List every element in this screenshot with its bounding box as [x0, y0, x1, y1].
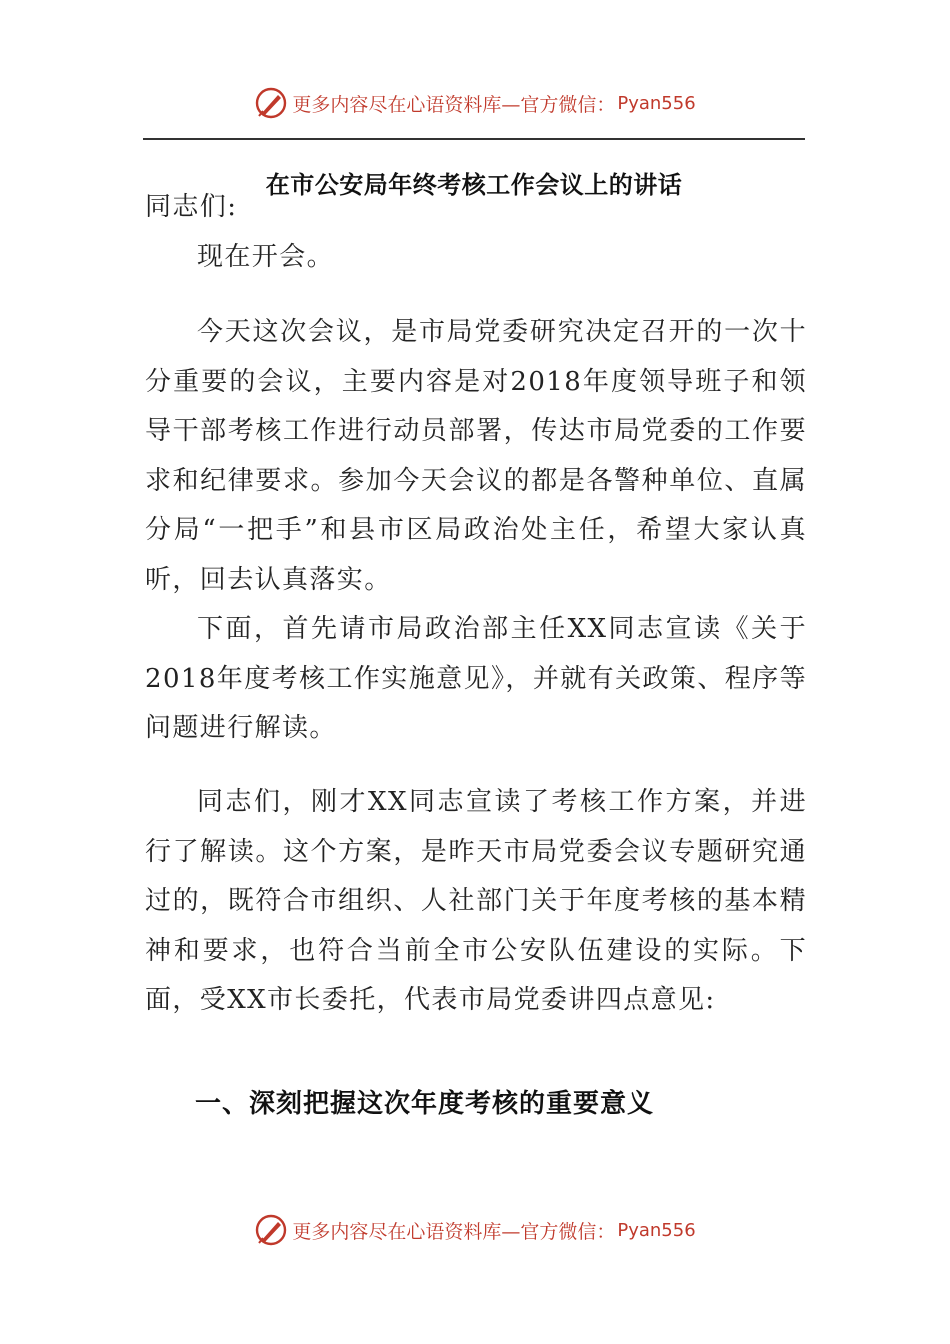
- document-title: 在市公安局年终考核工作会议上的讲话: [265, 171, 683, 199]
- section-heading: 一、深刻把握这次年度考核的重要意义: [195, 1089, 655, 1119]
- body-paragraph: 今天这次会议，是市局党委研究决定召开的一次十分重要的会议，主要内容是对2018年度领导班子和领导干部考核工作进行动员部署，传达市局党委的工作要求和纪律要求。参加今天会议的都是各警种单位、直属分局“一把手”和县市区局政治处主任，希望大家认真听，回去认真落实。: [145, 317, 807, 595]
- header-rule: [143, 138, 805, 140]
- body-paragraph: 同志们，刚才XX同志宣读了考核工作方案，并进行了解读。这个方案，是昨天市局党委会议专题研究通过的，既符合市组织、人社部门关于年度考核的基本精神和要求，也符合当前全市公安队伍建设的实际。下面，受XX市长委托，代表市局党委讲四点意见:: [145, 787, 807, 1016]
- watermark-text: 更多内容尽在心语资料库—官方微信：: [292, 93, 616, 116]
- body-paragraph: 下面，首先请市局政治部主任XX同志宣读《关于2018年度考核工作实施意见》，并就有关政策、程序等问题进行解读。: [145, 614, 807, 744]
- header-watermark: [0, 83, 950, 123]
- pen-logo-icon: [254, 86, 288, 120]
- wechat-id: Pyan556: [617, 1219, 696, 1241]
- salutation: 同志们:: [145, 192, 238, 222]
- watermark-text: 更多内容尽在心语资料库—官方微信：: [292, 1220, 616, 1243]
- pen-logo-icon: [254, 1213, 288, 1247]
- footer-watermark: [0, 1210, 950, 1250]
- wechat-id: Pyan556: [617, 92, 696, 114]
- opening-line: 现在开会。: [197, 242, 335, 272]
